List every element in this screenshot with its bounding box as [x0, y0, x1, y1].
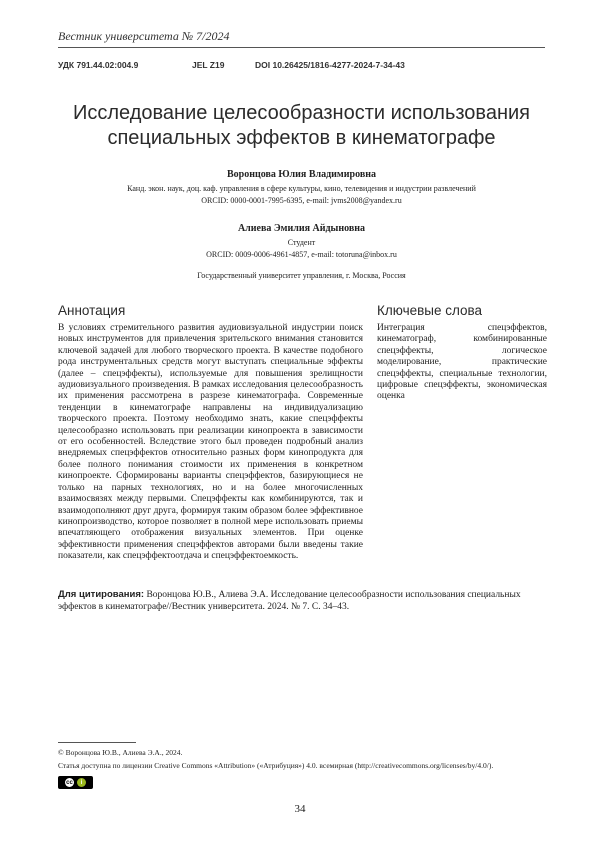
orcid-line: ORCID: 0000-0001-7995-6395, e-mail: jvms2008@yandex.ru — [201, 196, 402, 205]
udk-code: УДК 791.44.02:004.9 — [58, 60, 139, 70]
affiliation-line: Канд. экон. наук, доц. каф. управления в сфере культуры, кино, телевидения и индустрии развлечений — [127, 184, 476, 193]
keywords-heading: Ключевые слова — [377, 303, 483, 318]
abstract-heading: Аннотация — [58, 303, 126, 318]
license-text: Статья доступна по лицензии Creative Commons «Attribution» («Атрибуция») 4.0. всемирная (http://creativecommons.org/licenses/by/4.0/). — [58, 761, 494, 770]
keywords-text: Интеграция спецэффектов, кинематограф, комбинированные спецэффекты, логическое моделирование, практические спецэффекты, специальные технологии, цифровые спецэффекты, экономическая оценка — [377, 323, 547, 402]
author-name: Алиева Эмилия Айдыновна — [237, 223, 366, 234]
header-divider — [58, 47, 545, 48]
jel-code: JEL Z19 — [192, 60, 225, 70]
journal-name: Вестник университета № 7/2024 — [58, 29, 230, 43]
author-affiliation — [58, 183, 545, 207]
author-affiliation — [58, 237, 545, 261]
title-line: специальных эффектов в кинематографе — [107, 127, 496, 149]
doi: DOI 10.26425/1816-4277-2024-7-34-43 — [255, 60, 405, 70]
page-number: 34 — [294, 803, 306, 815]
citation-label: Для цитирования: — [58, 589, 145, 600]
attribution-icon: i — [77, 778, 86, 787]
citation-text: Воронцова Ю.В., Алиева Э.А. Исследование целесообразности использования специальных эффектов в кинематографе//Вестник университета. 2024. № 7. С. 34–43. — [58, 590, 521, 612]
affiliation-line: Студент — [287, 238, 316, 247]
copyright: © Воронцова Ю.В., Алиева Э.А., 2024. — [58, 748, 183, 757]
organization: Государственный университет управления, г. Москва, Россия — [197, 271, 406, 280]
abstract-text: В условиях стремительного развития аудиовизуальной индустрии поиск новых инструментов для привлечения зрительского внимания становится ключевой задачей для любого творческого проекта. В качестве подобного рода инструментальных средств могут выступать специальные эффекты (далее – спецэффекты), используемые для повышения зрелищности аудиовизуального произведения. В рамках исследования целесообразность их применения рассмотрена в разрезе кинематографа. Современные тенденции в кинематографе направлены на индивидуализацию творческого проекта. Поэтому необходимо знать, какие спецэффекты целесообразно использовать при реализации кинопроекта в зависимости от его особенностей. Вследствие этого был проведен подробный анализ внедряемых спецэффектов относительно разных форм кинопродукта для более полного понимания стоимости их применения в конкретном кинопроекте. Сформированы варианты спецэффектов, базирующиеся не только на парных технологиях, но и на более многочисленных взаимосвязях между первыми. Спецэффекты как комбинируются, так и взаимодополняют друг друга, формируя таким образом более эффективное кинопроизводство, которое позволяет в полной мере использовать приемы впечатляющего отображения визуальных элементов. При оценке эффективности применения спецэффектов авторами были введены такие показатели, как спецэффектоотдача и спецэффектоемкость. — [58, 323, 363, 562]
citation — [58, 589, 547, 613]
cc-icon: cc — [66, 779, 73, 786]
author-name: Воронцова Юлия Владимировна — [227, 169, 376, 180]
orcid-line: ORCID: 0009-0006-4961-4857, e-mail: totoruna@inbox.ru — [206, 250, 397, 259]
article-title — [58, 101, 545, 151]
footnote-divider — [58, 742, 136, 743]
cc-by-license-icon — [58, 776, 93, 789]
title-line: Исследование целесообразности использования — [72, 102, 530, 124]
